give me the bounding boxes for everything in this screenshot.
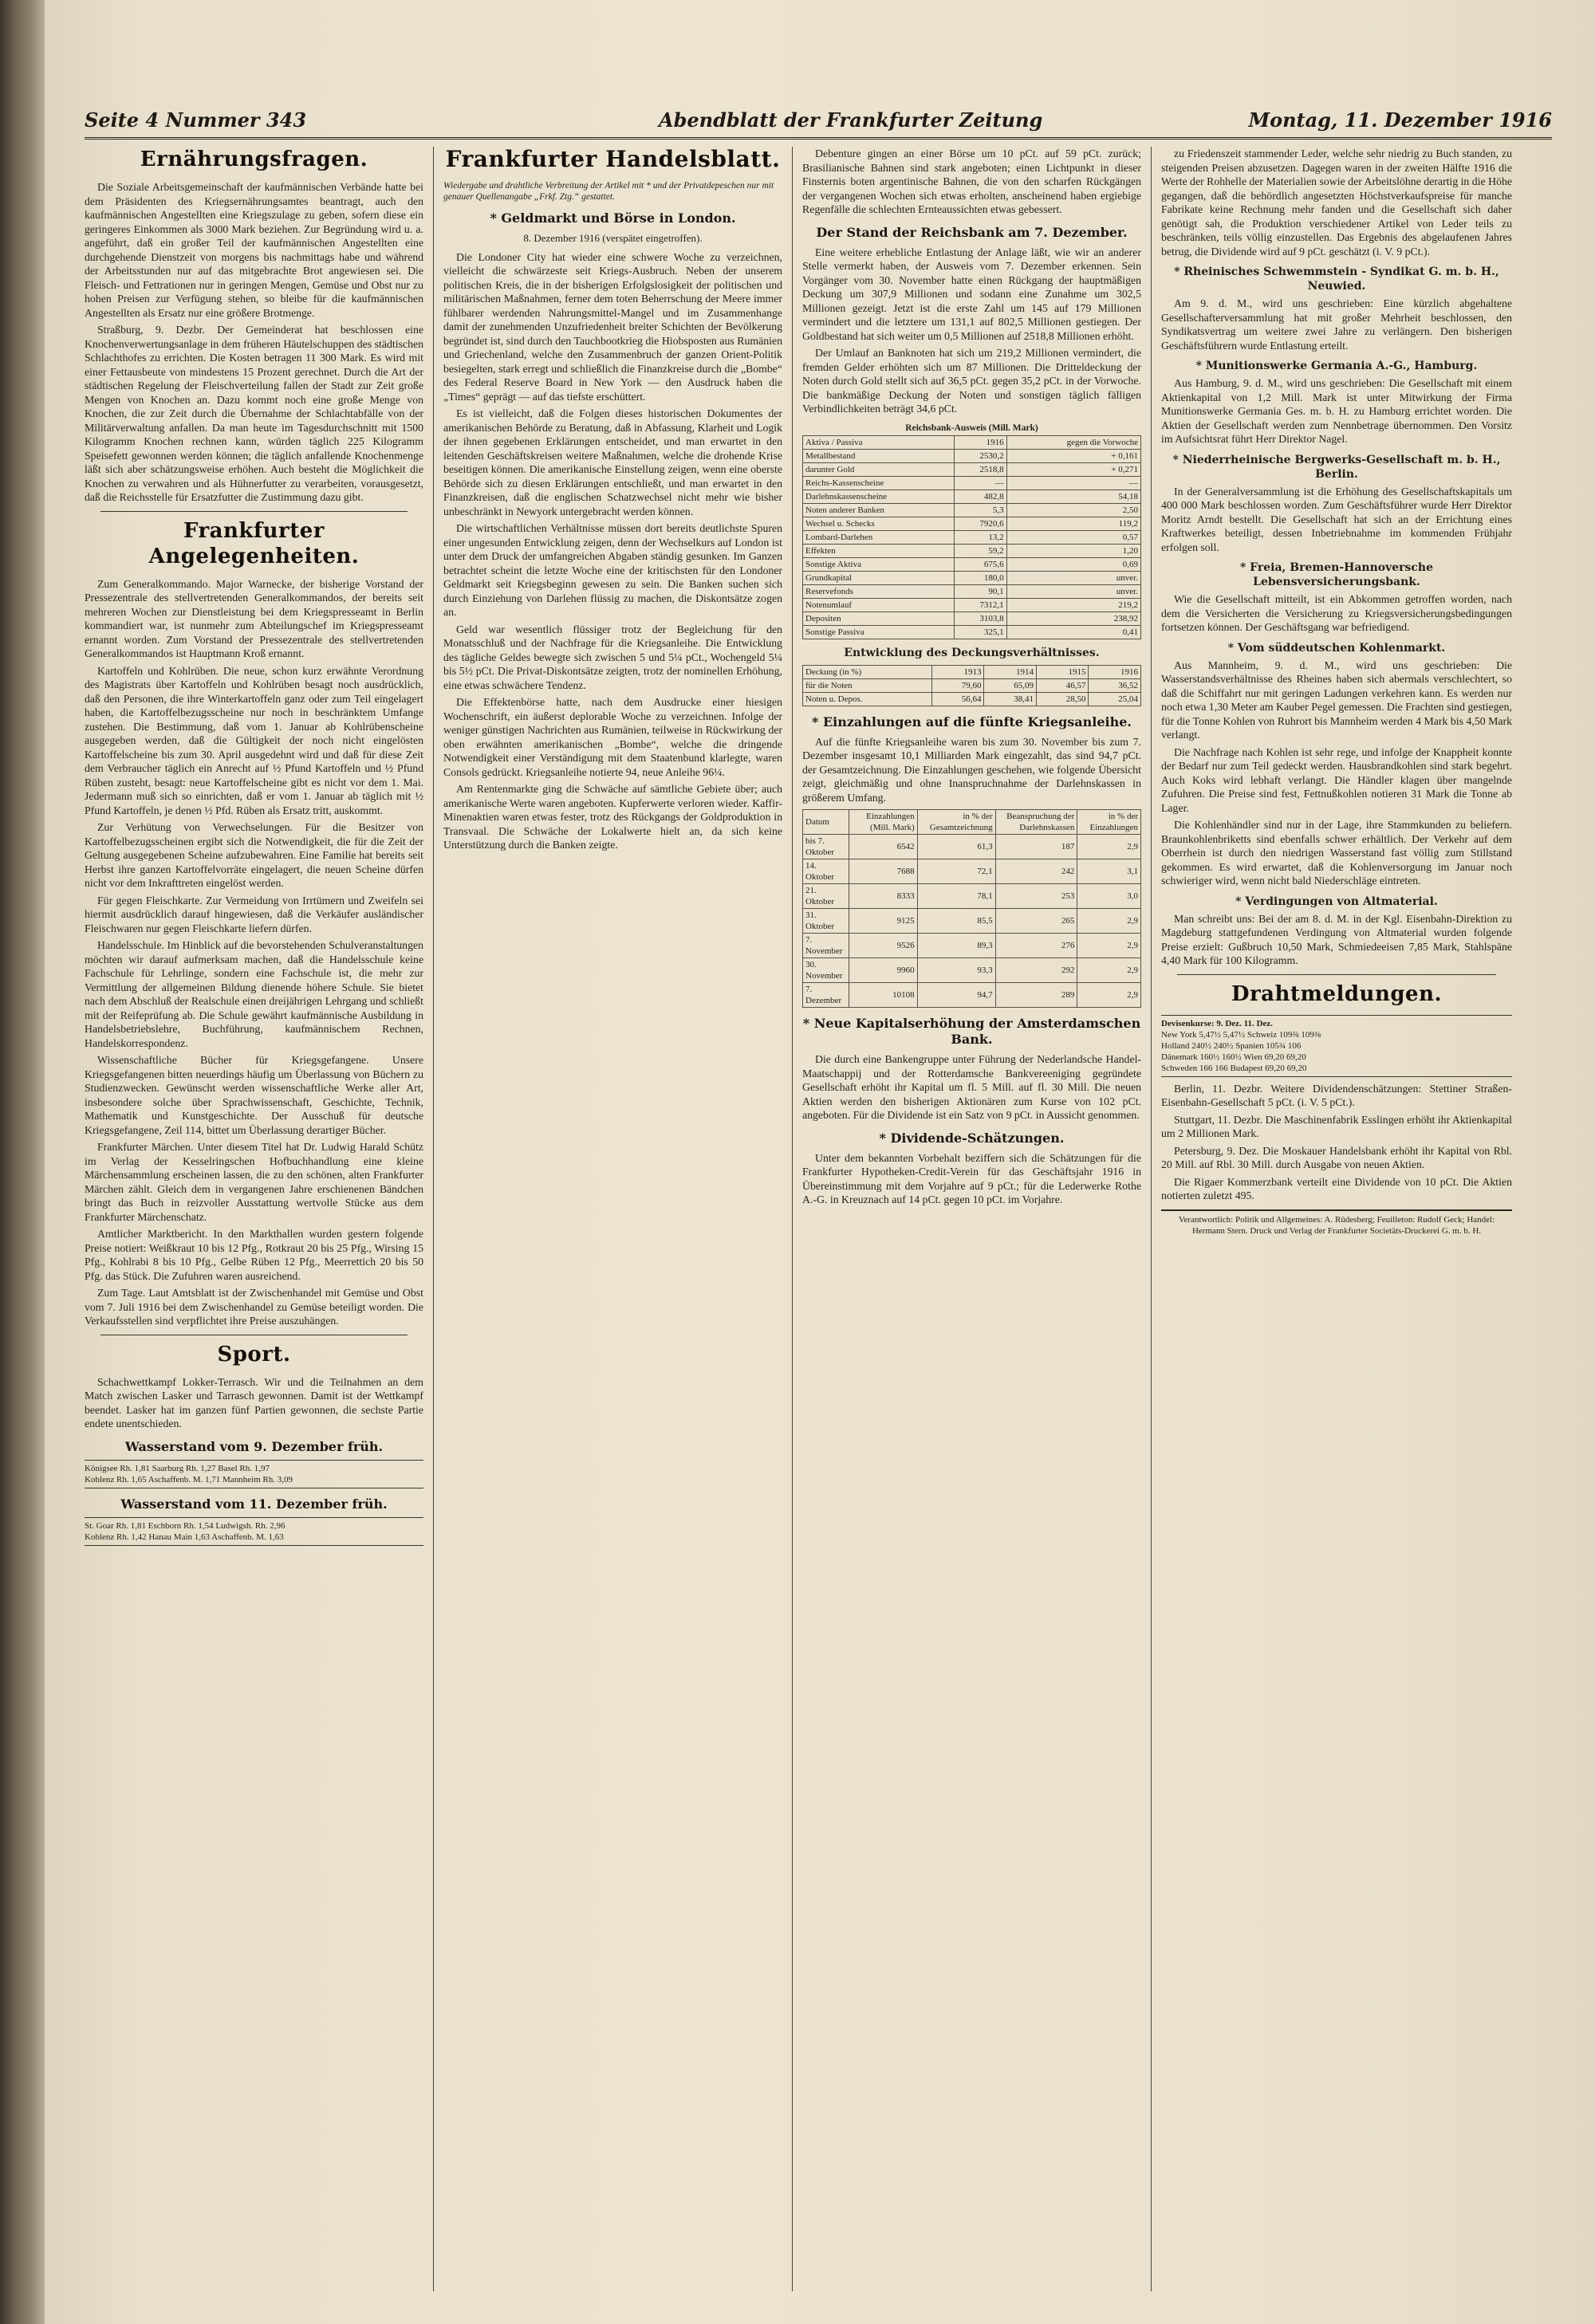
fx-title: Devisenkurse: 9. Dez. 11. Dez. [1161,1018,1273,1028]
table-cell: 2,50 [1006,503,1140,517]
table-row [803,476,1141,490]
water-level-table-1 [85,1460,423,1488]
column-1 [85,147,423,2295]
water-level-table-2 [85,1517,423,1546]
fx-row: Holland 240½ 240½ Spanien 105¾ 106 [1161,1040,1302,1051]
table-cell: 30. November [803,958,849,983]
imprint: Verantwortlich: Politik und Allgemeines: A. Rüdesberg; Feuilleton: Rudolf Geck; Handel: Hermann Stern. Druck und Verlag der Frankfurter Societäts-Druckerei G. m. b. H. [1161,1209,1512,1237]
heading-sport: Sport. [217,1342,291,1366]
column-3 [802,147,1141,2295]
table-header-cell: in % der Einzahlungen [1077,810,1141,835]
table-header-row [803,665,1141,678]
heading-water-level-1: Wasserstand vom 9. Dezember früh. [124,1438,384,1454]
article-paragraph: Geld war wesentlich flüssiger trotz der Begleichung für den Monatsschluß und der Nachfrage für die Kriegsanleihe. Die Entwicklung des tägliche Geldes bewegte sich zwischen 5 und 5¼ pCt., Wochengeld 5¼ bis 5½ pCt. Die Privat-Diskontsätze zeigten, trotz der nominellen Erhöhung, eine etwas schwächere Tendenz. [443,623,782,691]
heading-coal-market: * Vom süddeutschen Kohlenmarkt. [1227,641,1446,655]
table-cell: 93,3 [917,958,995,983]
table-cell: 242 [995,859,1077,884]
table-cell: Reservefonds [803,584,955,598]
table-cell: Lombard-Darlehen [803,530,955,544]
table-cell: 59,2 [955,544,1006,557]
table-cell: 292 [995,958,1077,983]
newspaper-page [45,0,1595,2324]
fx-row: Dänemark 160½ 160½ Wien 69,20 69,20 [1161,1052,1306,1062]
heading-war-loan-payments: * Einzahlungen auf die fünfte Kriegsanleihe. [812,714,1132,729]
article-paragraph: Auf die fünfte Kriegsanleihe waren bis zum 30. November bis zum 7. Dezember insgesamt 10,1 Milliarden Mark eingezahlt, das sind 94,7 pCt. der Gesamtzeichnung. Die Einzahlungen geschehen, wie folgende Übersicht zeigt, gleichmäßig und ohne Inanspruchnahme der Darlehnskassen in größerem Umfang. [802,735,1141,804]
table-row [803,571,1141,584]
table-cell: 180,0 [955,571,1006,584]
article-paragraph: Die Londoner City hat wieder eine schwere Woche zu verzeichnen, vielleicht die schwärzeste seit Kriegs-Ausbruch. Neben der unserem politischen Kreis, die in der bisherigen Erfolgslosigkeit der politischen und militärischen Maßnahmen, ferner dem toten Beherrschung der Meere immer fühlbarer werdenden Nahrungsmittel-Mangel und im Zusammenhange damit der zunehmenden Unzufriedenheit breiter Schichten der Bevölkerung begründet ist, sind durch den Tauchbootkrieg die Hiobsposten aus Rumänien und Griechenland, welche den Zusammenbruch der ganzen Orient-Politik besiegelten, stark erregt und schließlich die Finanzkreise durch die „Bombe“ des Federal Reserve Board in New York — den Ausdruck haben die „Times“ geprägt — auf das tiefste erschüttert. [443,250,782,403]
table-header-cell: 1916 [1089,665,1141,678]
paper-name: Abendblatt der Frankfurter Zeitung [659,108,1043,132]
article-paragraph: Die Kohlenhändler sind nur in der Lage, ihre Stammkunden zu beliefern. Braunkohlenbriketts sind ebenfalls schwer erhältlich. Der Verkehr auf dem Oberrhein ist durch den niedrigen Wasserstand fast völlig zum Stillstand gekommen. Es wird erwartet, daß die Kohlenversorgung im Januar noch schwieriger wird, wenn nicht bald Niederschläge eintreten. [1161,819,1512,887]
article-paragraph: Am 9. d. M., wird uns geschrieben: Eine kürzlich abgehaltene Gesellschafterversammlung hat mit großer Mehrheit beschlossen, den Syndikatsvertrag um weitere zwei Jahre zu verlängern. Den bisherigen Geschäftsführern wurde Entlastung erteilt. [1161,297,1512,352]
table-cell: + 0,271 [1006,462,1140,476]
table-row [803,909,1141,934]
table-row [803,835,1141,859]
page-masthead [85,105,1552,140]
coverage-table [802,665,1141,706]
article-paragraph: Frankfurter Märchen. Unter diesem Titel hat Dr. Ludwig Harald Schütz im Verlag der Kesselringschen Hofbuchhandlung eine kleine Märchensammlung erscheinen lassen, die zu den schönen, alten Frankfurter Märchen zählt. Gleich dem in vergangenen Jahre erschienenen Bändchen bringt das Buch in reizvoller Ausstattung wertvolle Stücke aus dem Frankfurter Märchenschatz. [85,1141,423,1223]
table-cell: unver. [1006,571,1140,584]
table-header-cell: Beanspruchung der Darlehnskassen [995,810,1077,835]
table-cell: Darlehnskassenscheine [803,490,955,503]
table-cell: 5,3 [955,503,1006,517]
table-row [803,611,1141,625]
table-cell: 46,57 [1036,678,1089,692]
table-header-cell: Deckung (in %) [803,665,932,678]
table-header-row [803,810,1141,835]
water-row: Königsee Rh. 1,81 Saarburg Rh. 1,27 Basel Rh. 1,97 [85,1463,270,1473]
table-cell: Notenumlauf [803,598,955,611]
article-paragraph: Zum Tage. Laut Amtsblatt ist der Zwischenhandel mit Gemüse und Obst vom 7. Juli 1916 bei dem Zwischenhandel zu Gemüse beteiligt worden. Die Verkaufsstellen sind verpflichtet ihre Preise auszuhängen. [85,1287,423,1327]
table-cell: 9960 [849,958,917,983]
table-cell: 187 [995,835,1077,859]
column-rule [433,147,434,2291]
table-cell: Wechsel u. Schecks [803,517,955,530]
table-cell: 2,9 [1077,958,1141,983]
table-header-cell: Einzahlungen (Mill. Mark) [849,810,917,835]
table-cell: 3103,8 [955,611,1006,625]
table-cell: 265 [995,909,1077,934]
table-cell: Sonstige Aktiva [803,557,955,571]
table-header-cell: gegen die Vorwoche [1006,435,1140,449]
table-cell: 9526 [849,934,917,958]
heading-frankfurt-affairs: Frankfurter Angelegenheiten. [148,518,360,568]
table-row [803,462,1141,476]
article-paragraph: Die Effektenbörse hatte, nach dem Ausdrucke einer hiesigen Wochenschrift, ein äußerst deplorable Woche zu verzeichnen. Infolge der weniger günstigen Nachrichten aus Rumänien, teilweise in Rückwirkung der oben erwähnten amerikanischen „Bombe“, welche die dringende Notwendigkeit einer Verständigung mit dem Staatenbund klarlegte, waren Consols gedrückt. Kriegsanleihe notierte 94, neue Anleihe 96¼. [443,696,782,778]
table-cell: 38,41 [984,692,1037,706]
article-paragraph: Amtlicher Marktbericht. In den Markthallen wurden gestern folgende Preise notiert: Weißkraut 10 bis 12 Pfg., Rotkraut 20 bis 25 Pfg., Wirsing 15 Pfg., Kohlrabi 8 bis 10 Pfg., Gelbe Rüben 12 Pfg., Meerrettich 20 bis 50 Pfg. das Stück. Die Zufuhren waren ausreichend. [85,1228,423,1282]
reprint-notice: Wiedergabe und drahtliche Verbreitung der Artikel mit * und der Privatdepeschen nur mit genauer Quellenangabe „Frkf. Ztg.“ gestattet. [443,181,774,202]
table-cell: 7312,1 [955,598,1006,611]
table-cell: 85,5 [917,909,995,934]
table-cell: 3,1 [1077,859,1141,884]
table-cell: 2530,2 [955,449,1006,462]
table-row [803,859,1141,884]
table-row [803,884,1141,909]
article-paragraph: Am Rentenmarkte ging die Schwäche auf sämtliche Gebiete über; auch amerikanische Werte waren angeboten. Kupferwerte verloren wieder. Kaffir-Minenaktien waren etwas fester, trotz des Rückgangs der Goldproduktion in Transvaal. Die Schwäche der Lokalwerte hielt an, da sich keine Unterstützung durch die Banken zeigte. [443,783,782,851]
table-cell: 28,50 [1036,692,1089,706]
column-rule [1151,147,1152,2291]
table-cell: 72,1 [917,859,995,884]
table-cell: 65,09 [984,678,1037,692]
table-row [803,625,1141,639]
table-cell: 25,04 [1089,692,1141,706]
fx-row: New York 5,47½ 5,47½ Schweiz 109⅜ 109⅜ [1161,1029,1321,1040]
table-cell: 79,60 [931,678,984,692]
table-cell: Metallbestand [803,449,955,462]
table-cell: 482,8 [955,490,1006,503]
table-row [803,449,1141,462]
table-header-cell: in % der Gesamtzeichnung [917,810,995,835]
heading-wire-reports: Drahtmeldungen. [1231,981,1443,1006]
heading-munitionswerke: * Munitionswerke Germania A.-G., Hamburg. [1195,360,1478,372]
table-cell: 94,7 [917,983,995,1008]
article-paragraph: Zum Generalkommando. Major Warnecke, der bisherige Vorstand der Pressezentrale des stellvertretenden Generalkommandos, der bereits seit mehreren Wochen zur Dienstleistung bei dem Kriegspresseamt in Berlin kommandiert war, ist nunmehr zum Abteilungschef im Kriegspresseamt ernannt worden. Zum Vorstand der Pressezentrale des stellvertretenden Generalkommandos ist Hauptmann Kroß ernannt. [85,577,423,659]
table-cell: 21. Oktober [803,884,849,909]
table-cell: 7. November [803,934,849,958]
table-row [803,503,1141,517]
table-header-row [803,435,1141,449]
table-row [803,530,1141,544]
article-paragraph: Petersburg, 9. Dez. Die Moskauer Handelsbank erhöht ihr Kapital von Rbl. 20 Mill. auf Rbl. 30 Mill. durch Ausgabe von neuen Aktien. [1161,1144,1512,1170]
table-cell: 0,69 [1006,557,1140,571]
table-row [803,958,1141,983]
table-row [803,983,1141,1008]
table-cell: 7920,6 [955,517,1006,530]
table-cell: — [955,476,1006,490]
table-cell: Effekten [803,544,955,557]
table-cell: 219,2 [1006,598,1140,611]
table-cell: 2,9 [1077,835,1141,859]
table-cell: 31. Oktober [803,909,849,934]
table-cell: 2,9 [1077,909,1141,934]
heading-old-material: * Verdingungen von Altmaterial. [1235,895,1438,908]
heading-bergwerk: * Niederrheinische Bergwerks-Gesellschaft m. b. H., Berlin. [1172,453,1501,481]
article-paragraph: Unter dem bekannten Vorbehalt beziffern sich die Schätzungen für die Frankfurter Hypotheken-Credit-Verein für das Geschäftsjahr 1916 in Übereinstimmung mit dem Vorjahre auf 9 pCt.; für die Lederwerke Rothe A.-G. in Kreuznach auf 14 pCt. gegen 10 pCt. im Vorjahre. [802,1151,1141,1205]
article-paragraph: Die Nachfrage nach Kohlen ist sehr rege, und infolge der Knappheit konnte der Bedarf nur zum Teil gedeckt werden. Hausbrandkohlen sind stark begehrt. Auch Koks wird lebhaft verlangt. Die Händler klagen über mangelnde Zufuhren. Die Preise sind fest, Fettnußkohlen notieren 31 Mark die Tonne ab Lager. [1161,745,1512,814]
reichsbank-table [802,421,1141,639]
article-paragraph: Debenture gingen an einer Börse um 10 pCt. auf 59 pCt. zurück; Brasilianische Bahnen sind stark angeboten; einen Lichtpunkt in dieser Finsternis boten argentinische Bahnen, die von den scharfen Rückgängen der vergangenen Wochen sich etwas erholten, anscheinend haben ergiebige Regenfälle die schlechten Ernteaussichten etwas gebessert. [802,147,1141,215]
table-header-cell: Aktiva / Passiva [803,435,955,449]
table-cell: 78,1 [917,884,995,909]
table-header-cell: 1913 [931,665,984,678]
table-cell: bis 7. Oktober [803,835,849,859]
article-paragraph: zu Friedenszeit stammender Leder, welche sehr niedrig zu Buch standen, zu steigenden Preisen abzusetzen. Dagegen waren in der zweiten Hälfte 1916 die Werte der Rohhelle der Materialien sowie der Arbeitslöhne derartig in die Höhe gegangen, daß die behördlich angesetzten Höchstverkaufspreise für manche Fabrikate keine Rechnung mehr fanden und die Gesellschaft sich daher genötigt sah, die Produktion verschiedener Artikel von Leder teils zu beschränken, teils völlig einzustellen. Das Ergebnis des abgelaufenen Jahres betrug, die Dividende wird auf 9 pCt. geschätzt (i. V. 9 pCt.). [1161,147,1512,258]
table-cell: 9125 [849,909,917,934]
article-paragraph: Zur Verhütung von Verwechselungen. Für die Besitzer von Kartoffelbezugsscheinen ergibt sich die Notwendigkeit, die für die Zeit der Geltung ausgegebenen Scheine aufzubewahren. Eine Familie hat bereits seit Herbst ihre ganzen Kartoffelvorräte eingelagert, die neuen Scheine dürfen nicht vor dem Inkrafttreten eingelöst werden. [85,821,423,889]
exchange-rate-table [1161,1015,1512,1077]
table-cell: 14. Oktober [803,859,849,884]
article-paragraph: Man schreibt uns: Bei der am 8. d. M. in der Kgl. Eisenbahn-Direktion zu Magdeburg stattgefundenen Verdingung von Altmaterial wurden folgende Preise erzielt: Gußbruch 10,50 Mark, Schmiedeeisen 7,85 Mark, Stahlspäne 4,40 Mark für 100 Kilogramm. [1161,912,1512,966]
table-cell: 36,52 [1089,678,1141,692]
table-cell: 90,1 [955,584,1006,598]
issue-date: Montag, 11. Dezember 1916 [1248,108,1552,132]
article-paragraph: Aus Hamburg, 9. d. M., wird uns geschrieben: Die Gesellschaft mit einem Aktienkapital von 1,2 Mill. Mark ist unter Mitwirkung der Firma Munitionswerke Germania Ges. m. b. H. zu Hamburg errichtet worden. Die Aktien der Gesellschaft werden zum Nennbetrage übernommen. Den Vorsitz im Aufsichtsrat führt Herr Direktor Nagel. [1161,377,1512,445]
table-cell: für die Noten [803,678,932,692]
table-cell: 675,6 [955,557,1006,571]
table-cell: Reichs-Kassenscheine [803,476,955,490]
table-cell: unver. [1006,584,1140,598]
column-4 [1161,147,1512,2295]
table-cell: 61,3 [917,835,995,859]
water-row: Koblenz Rh. 1,65 Aschaffenb. M. 1,71 Mannheim Rh. 3,09 [85,1474,293,1484]
article-paragraph: Aus Mannheim, 9. d. M., wird uns geschrieben: Die Wasserstandsverhältnisse des Rheines haben sich abermals verschlechtert, so daß die Schiffahrt nur mit geringen Ladungen verkehren kann. Es werden nur noch etwa 1,30 Meter am Kauber Pegel gemessen. Die Frachten sind gestiegen, für die Tonne Kohlen von Ruhrort bis Mannheim werden 4 Mark bis 4,50 Mark verlangt. [1161,659,1512,741]
table-cell: 276 [995,934,1077,958]
heading-reichsbank: Der Stand der Reichsbank am 7. Dezember. [816,224,1128,240]
water-row: St. Goar Rh. 1,81 Eschborn Rh. 1,54 Ludwigsh. Rh. 2,96 [85,1520,286,1531]
table-cell: 8333 [849,884,917,909]
table-cell: Sonstige Passiva [803,625,955,639]
table-cell: 7. Dezember [803,983,849,1008]
table-caption: Reichsbank-Ausweis (Mill. Mark) [905,423,1038,433]
table-row [803,544,1141,557]
article-paragraph: Der Umlauf an Banknoten hat sich um 219,2 Millionen vermindert, die fremden Gelder erhöhten sich um 87 Millionen. Die Dritteldeckung der Noten durch Gold stellt sich auf 36,5 pCt. gegen 35,2 pCt. in der Vorwoche. Die bankmäßige Deckung der Noten und sonstigen täglich fälligen Verbindlichkeiten beträgt 34,6 pCt. [802,347,1141,415]
table-cell: Noten anderer Banken [803,503,955,517]
heading-london-market: * Geldmarkt und Börse in London. [490,210,736,226]
table-cell: 119,2 [1006,517,1140,530]
table-cell: Grundkapital [803,571,955,584]
table-cell: 1,20 [1006,544,1140,557]
table-header-cell: 1916 [955,435,1006,449]
article-paragraph: Eine weitere erhebliche Entlastung der Anlage läßt, wie wir an anderer Stelle vermerkt haben, der Ausweis vom 7. Dezember erkennen. Sein Vorgänger vom 30. November hatte einen Rückgang der hauptmäßigen Deckung um 307,9 Millionen und sodann eine Zunahme um 302,5 Millionen gezeigt. Jetzt ist die erste Zahl um 145 auf 179 Millionen vermindert und die letztere um 131,1 auf 802,5 Millionen gestiegen. Der Goldbestand hat sich weiter um 0,5 Millionen auf 2518,8 Millionen erhöht. [802,246,1141,342]
table-header-cell: Datum [803,810,849,835]
heading-freia: * Freia, Bremen-Hannoversche Lebensversicherungsbank. [1239,561,1434,588]
divider [100,511,408,512]
article-paragraph: Die wirtschaftlichen Verhältnisse müssen dort bereits deutlichste Spuren einer ungesunden Entwicklung zeigen, denn der Wechselkurs auf London ist unter dem Druck der umfangreichen Abgaben ständig gesunken. Im Ganzen betrachtet scheint die letzte Woche eine der kritischsten für den Londoner Geldmarkt seit Kriegsbeginn gewesen zu sein. Die Banken suchen sich durch Einziehung von Darlehen flüssig zu machen, die Diskontsätze zogen an. [443,522,782,618]
article-paragraph: Wissenschaftliche Bücher für Kriegsgefangene. Unsere Kriegsgefangenen bitten neuerdings häufig um Überlassung von Büchern zu Studienzwecken. Gewünscht werden wissenschaftliche Werke aller Art, insbesondere solche über Sprachwissenschaft, Geschichte, Technik, Mathematik und Kunstgeschichte. Der Ausschuß für deutsche Kriegsgefangene, Zeil 114, bittet um Überlassung derartiger Bücher. [85,1054,423,1136]
table-header-cell: 1915 [1036,665,1089,678]
table-cell: 6542 [849,835,917,859]
table-cell: — [1006,476,1140,490]
table-row [803,934,1141,958]
table-cell: 54,18 [1006,490,1140,503]
table-cell: 56,64 [931,692,984,706]
table-header-cell: 1914 [984,665,1037,678]
page-number: Seite 4 Nummer 343 [85,108,307,132]
article-paragraph: Straßburg, 9. Dezbr. Der Gemeinderat hat beschlossen eine Knochenverwertungsanlage in dem früheren Häutelschuppen des städtischen Schlachthofes zu errichten. Die Kosten betragen 11 300 Mark. Es wird mit einer Fettausbeute von mindestens 15 Prozent gerechnet. Durch die Art der städtischen Regelung der Fleischverteilung fallen der Stadt zur Zeit große Mengen von Knochen an. Dazu kommt noch eine große Menge von Knochen, die zur Zeit durch die Übernahme der Schlachtabfälle von der Militärverwaltung anfallen. Da man heute im Tagesdurchschnitt mit 1500 Kilogramm Knochen rechnen kann, würden täglich 225 Kilogramm Speisefett gewonnen werden können; die täglich anfallende Knochenmenge läßt sich aber schätzungsweise erhöhen. Auch besteht die Möglichkeit die Knochen zu verwahren und als Hühnerfutter zu verarbeiten, vorausgesetzt, daß die Reichsstelle für Ersatzfutter die Zustimmung dazu gibt. [85,324,423,503]
table-cell: 0,57 [1006,530,1140,544]
war-loan-table [802,809,1141,1008]
article-paragraph: Für gegen Fleischkarte. Zur Vermeidung von Irrtümern und Zweifeln sei hiermit ausdrücklich darauf hingewiesen, daß die Verkäufer ausländischer Fleischwaren nur gegen Fleischkarte liefern dürfen. [85,894,423,934]
divider [1177,974,1496,975]
table-row [803,557,1141,571]
heading-coverage-development: Entwicklung des Deckungsverhältnisses. [844,646,1100,659]
table-cell: + 0,161 [1006,449,1140,462]
table-cell: Noten u. Depos. [803,692,932,706]
table-cell: 238,92 [1006,611,1140,625]
article-paragraph: Stuttgart, 11. Dezbr. Die Maschinenfabrik Esslingen erhöht ihr Aktienkapital um 2 Millionen Mark. [1161,1113,1512,1139]
heading-amsterdam-bank: * Neue Kapitalserhöhung der Amsterdamschen Bank. [802,1016,1141,1047]
heading-dividend-estimates: * Dividende-Schätzungen. [879,1130,1065,1146]
book-binding-edge [0,0,45,2324]
table-cell: 2518,8 [955,462,1006,476]
table-cell: 2,9 [1077,983,1141,1008]
article-paragraph: Die Soziale Arbeitsgemeinschaft der kaufmännischen Verbände hatte bei dem Präsidenten des Kriegsernährungsamtes beantragt, auch den kaufmännischen Angestellten eine Kriegszulage zu geben, sofern diese ein geringeres Einkommen als 3000 Mark beziehen. Zur Begründung wird u. a. angeführt, daß ein großer Teil der kaufmännischen Angestellten eine durchgehende Dienstzeit von morgens bis nachmittags habe und während der Arbeitsstunden nur auf das mitgebrachte Brot angewiesen sei. Die Fleisch- und Fettrationen nur in geringen Mengen, Gemüse und Obst nur zu hohen Preisen zur Verfügung stehen, so bleibe für die kaufmännischen Angestellten als Ersatz nur eine größere Brotmenge. [85,181,423,319]
column-rule [792,147,793,2291]
table-row [803,490,1141,503]
table-cell: 289 [995,983,1077,1008]
heading-frankfurt-trade-sheet: Frankfurter Handelsblatt. [445,147,781,172]
article-paragraph: Schachwettkampf Lokker-Terrasch. Wir und die Teilnahmen an dem Match zwischen Lasker und Tarrasch gewonnen. Damit ist der Wettkampf beendet. Lasker hat im ganzen fünf Partien gewonnen, die sechste Partie endete unentschieden. [85,1375,423,1429]
table-cell: 13,2 [955,530,1006,544]
table-cell: 253 [995,884,1077,909]
dateline: 8. Dezember 1916 (verspätet eingetroffen). [523,232,703,244]
table-cell: 7688 [849,859,917,884]
table-cell: 2,9 [1077,934,1141,958]
table-cell: 3,0 [1077,884,1141,909]
column-2 [443,147,782,2295]
table-row [803,598,1141,611]
table-cell: darunter Gold [803,462,955,476]
water-row: Koblenz Rh. 1,42 Hanau Main 1,63 Aschaffenb. M. 1,63 [85,1532,284,1542]
article-paragraph: In der Generalversammlung ist die Erhöhung des Gesellschaftskapitals um 400 000 Mark beschlossen worden. Zum Geschäftsführer wurde Herr Direktor Moritz Arndt bestellt. Die Gesellschaft hat sich an der Errichtung eines Kraftwerkes beteiligt, dessen Inbetriebnahme im kommenden Frühjahr erfolgen soll. [1161,485,1512,553]
table-row [803,517,1141,530]
article-paragraph: Es ist vielleicht, daß die Folgen dieses historischen Dokumentes der amerikanischen Behörde zu Beratung, daß in Abfassung, Klarheit und Logik der ihnen gegebenen Erklärungen entscheidet, und man erwartet in den leitenden Geschäftskreisen weitere Maßnahmen, welche die drohende Krise beseitigen können. Die amerikanische Einstellung zeigen, wenn eine oberste Behörde sich zu diesen Erklärungen entschließt, und man erwartet in den Finanzkreisen, daß die englischen Schatzwechsel nicht mehr wie bisher unbeschränkt in Newyork untergebracht werden können. [443,407,782,517]
fx-row: Schweden 166 166 Budapest 69,20 69,20 [1161,1063,1307,1073]
heading-food-questions: Ernährungsfragen. [140,147,368,171]
table-row [803,678,1141,692]
article-paragraph: Handelsschule. Im Hinblick auf die bevorstehenden Schulveranstaltungen möchten wir darauf aufmerksam machen, daß die Handelsschule keine Fachschule für Lehrlinge, sondern eine Fachschule ist, die mehr zur Vermittlung der allgemeinen Bildung dienende höhere Schule. Sie bietet nach dem Abschluß der Realschule einen dreijährigen Lehrgang und schließt mit der Reifeprüfung ab. Die Schule gewährt kaufmännische Ausbildung in Handelsbetriebslehre, Buchführung, kaufmännischem Rechnen, Handelskorrespondenz. [85,939,423,1049]
table-row [803,584,1141,598]
article-paragraph: Die durch eine Bankengruppe unter Führung der Nederlandsche Handel-Maatschappij und der Rotterdamsche Bankvereeniging gegründete Gesellschaft erhöht ihr Kapital um fl. 5 Mill. auf fl. 30 Mill. Die neuen Aktien werden den bisherigen Aktionären zum Kurse von 102 pCt. angeboten. Für die Dividende ist ein Satz von 9 pCt. in Aussicht genommen. [802,1053,1141,1121]
article-paragraph: Wie die Gesellschaft mitteilt, ist ein Abkommen getroffen worden, nach dem die Versicherten die Versicherung zu Kriegsversicherungsbedingungen fortsetzen können. Der Geschäftsgang war befriedigend. [1161,593,1512,633]
article-paragraph: Kartoffeln und Kohlrüben. Die neue, schon kurz erwähnte Verordnung des Magistrats über Kartoffeln und Kohlrüben besagt noch ausdrücklich, daß den Personen, die ihre Winterkartoffeln ganz oder zum Teil eingelagert haben, die Kartoffelbezugsscheine nur noch in beschränktem Umfange zustehen. Die Bestimmung, daß vom 1. Januar ab Kohlrübenscheine ausgegeben werden, daß die Gültigkeit der noch nicht eingelösten Kartoffelscheine bis zum 30. April ausgedehnt wird und daß für diese Zeit dem Verbraucher täglich ein Anrecht auf ½ Pfund Kartoffeln und ½ Pfund Rüben zusteht, besagt: neue Kartoffelscheine gibt es nicht vor dem 1. Mai. Jedermann muß sich so einrichten, daß er vom 1. Januar ab täglich mit ½ Pfund Kartoffeln, je denen ½ Pfd. Rüben als Ersatz tritt, auskommt. [85,664,423,816]
table-cell: Depositen [803,611,955,625]
heading-schwemmstein: * Rheinisches Schwemmstein - Syndikat G. m. b. H., Neuwied. [1174,265,1499,293]
article-paragraph: Die Rigaer Kommerzbank verteilt eine Dividende von 10 pCt. Die Aktien notierten zuletzt 495. [1161,1175,1512,1201]
table-cell: 325,1 [955,625,1006,639]
table-cell: 10108 [849,983,917,1008]
table-cell: 89,3 [917,934,995,958]
table-row [803,692,1141,706]
heading-water-level-2: Wasserstand vom 11. Dezember früh. [120,1496,388,1512]
article-paragraph: Berlin, 11. Dezbr. Weitere Dividendenschätzungen: Stettiner Straßen-Eisenbahn-Gesellschaft 5 pCt. (i. V. 5 pCt.). [1161,1082,1512,1108]
table-cell: 0,41 [1006,625,1140,639]
